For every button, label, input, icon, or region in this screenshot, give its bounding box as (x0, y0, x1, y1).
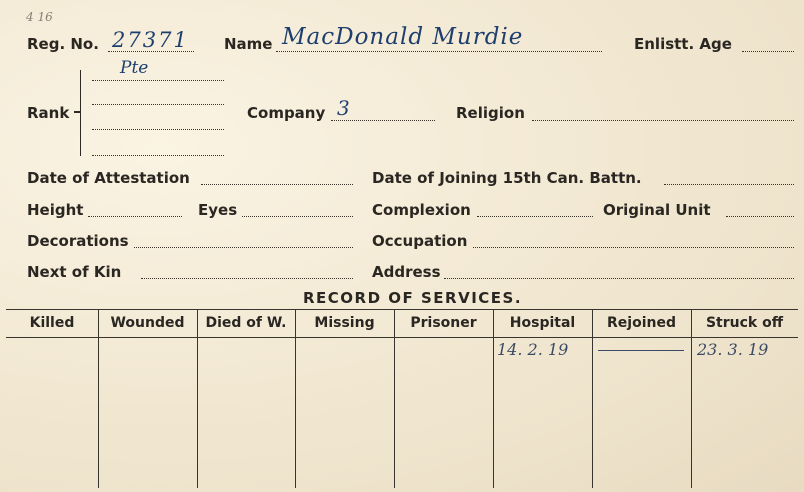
name-value: MacDonald Murdie (282, 24, 524, 50)
original-unit-line (726, 216, 794, 217)
next-of-kin-line (141, 278, 353, 279)
enlist-age-line (742, 51, 794, 52)
reg-no-label: Reg. No. (27, 35, 99, 53)
occupation-line (473, 247, 794, 248)
hospital-entry: 14. 2. 19 (497, 340, 569, 359)
rank-label: Rank (27, 104, 70, 122)
complexion-line (477, 216, 593, 217)
name-label: Name (224, 35, 273, 53)
complexion-label: Complexion (372, 201, 471, 219)
col-divider-1 (98, 310, 99, 488)
date-of-attestation-label: Date of Attestation (27, 169, 190, 187)
col-divider-6 (592, 310, 593, 488)
eyes-line (242, 216, 353, 217)
col-header-rejoined: Rejoined (607, 315, 676, 331)
record-title: RECORD OF SERVICES. (303, 289, 523, 307)
date-of-joining-line (664, 184, 794, 185)
col-header-hospital: Hospital (509, 315, 576, 331)
height-label: Height (27, 201, 84, 219)
table-header-rule (6, 337, 798, 338)
col-divider-4 (394, 310, 395, 488)
col-divider-5 (493, 310, 494, 488)
company-value: 3 (337, 96, 350, 120)
address-label: Address (372, 263, 441, 281)
col-header-killed: Killed (29, 315, 75, 331)
rank-line-1 (92, 80, 224, 81)
religion-line (532, 120, 794, 121)
rank-value: Pte (120, 58, 149, 78)
next-of-kin-label: Next of Kin (27, 263, 122, 281)
rank-line-4 (92, 155, 224, 156)
original-unit-label: Original Unit (603, 201, 711, 219)
rank-brace (80, 70, 89, 156)
struck-off-entry: 23. 3. 19 (697, 340, 769, 359)
col-header-wounded: Wounded (110, 315, 185, 331)
company-label: Company (247, 104, 326, 122)
col-header-missing: Missing (314, 315, 375, 331)
corner-mark: 4 16 (26, 10, 53, 24)
table-top-rule (6, 309, 798, 310)
col-divider-7 (691, 310, 692, 488)
reg-no-value: 27371 (112, 28, 189, 52)
religion-label: Religion (456, 104, 525, 122)
col-header-struck-off: Struck off (705, 315, 784, 331)
rejoined-dash (598, 350, 684, 351)
rank-line-3 (92, 129, 224, 130)
enlist-age-label: Enlistt. Age (634, 35, 732, 53)
col-header-prisoner: Prisoner (410, 315, 477, 331)
decorations-label: Decorations (27, 232, 129, 250)
eyes-label: Eyes (198, 201, 238, 219)
col-header-died-of-wounds: Died of W. (205, 315, 287, 331)
date-of-attestation-line (201, 184, 353, 185)
company-line (331, 120, 435, 121)
col-divider-2 (197, 310, 198, 488)
occupation-label: Occupation (372, 232, 468, 250)
address-line (444, 278, 794, 279)
rank-line-2 (92, 104, 224, 105)
name-line (276, 51, 602, 52)
decorations-line (134, 247, 353, 248)
col-divider-3 (295, 310, 296, 488)
height-line (88, 216, 182, 217)
date-of-joining-label: Date of Joining 15th Can. Battn. (372, 169, 642, 187)
